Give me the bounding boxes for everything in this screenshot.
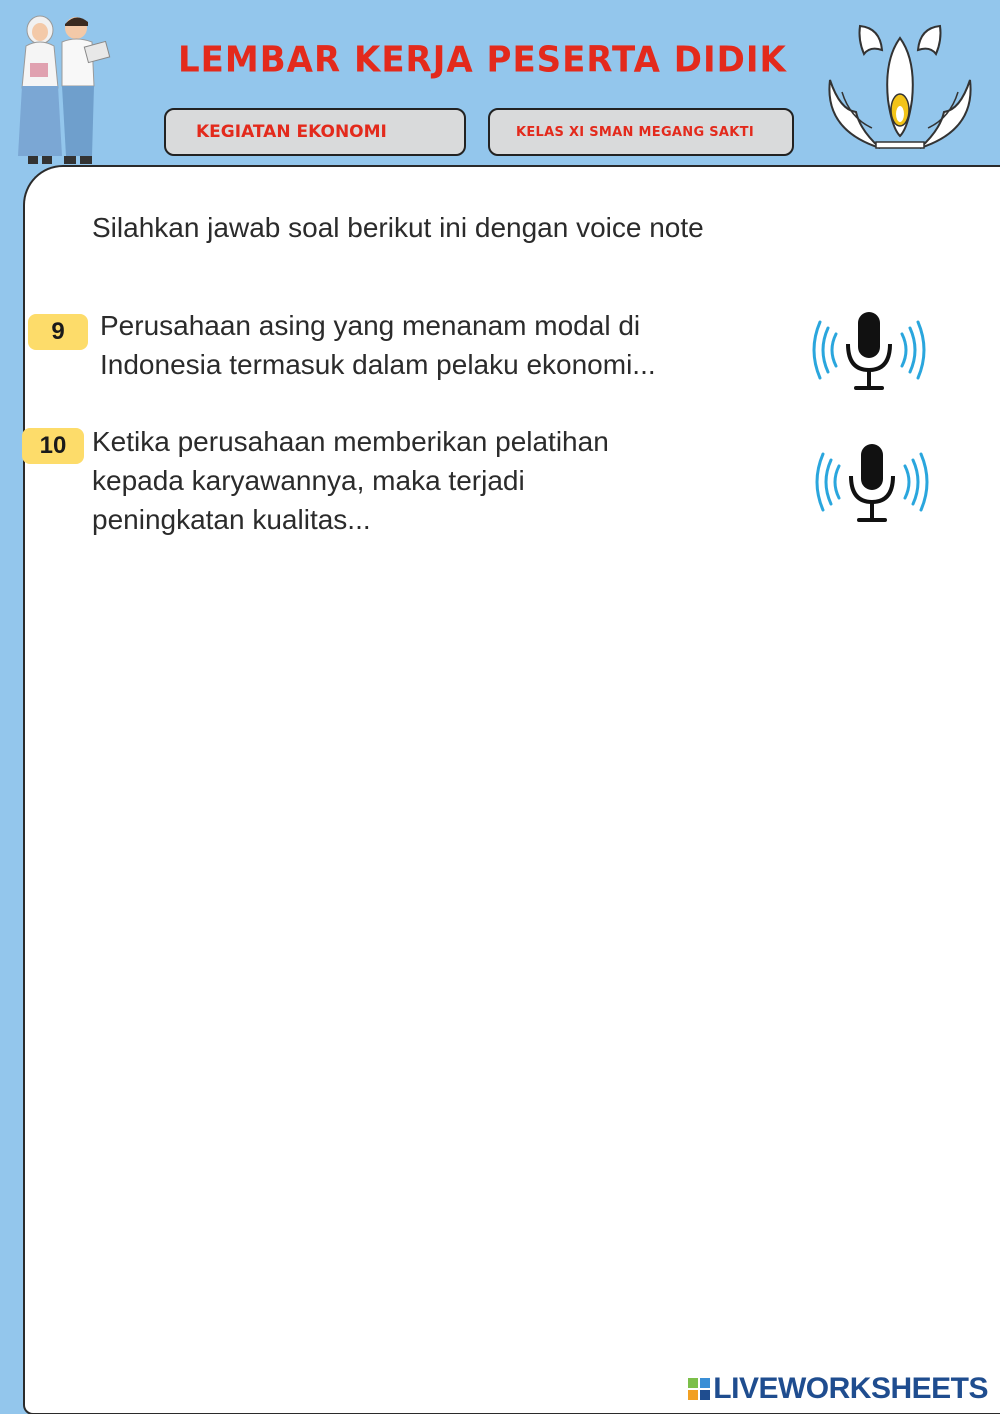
liveworksheets-logo[interactable] [688, 1372, 988, 1406]
question-9-microphone-icon[interactable] [806, 308, 932, 392]
worksheet-title: LEMBAR KERJA PESERTA DIDIK [178, 39, 787, 81]
instruction-text: Silahkan jawab soal berikut ini dengan voice note [92, 212, 704, 243]
question-9-number: 9 [51, 318, 65, 345]
question-9-text [100, 306, 656, 384]
question-10-number: 10 [39, 432, 67, 459]
tut-wuri-handayani-emblem-icon [820, 20, 980, 160]
question-9-line-2: Indonesia termasuk dalam pelaku ekonomi... [100, 349, 656, 380]
liveworksheets-brand-text: LIVEWORKSHEETS [713, 1372, 988, 1405]
question-10-line-3: peningkatan kualitas... [92, 504, 371, 535]
question-10-line-2: kepada karyawannya, maka terjadi [92, 465, 525, 496]
subject-label-box [164, 108, 466, 156]
students-illustration-icon [8, 8, 118, 168]
question-10-line-1: Ketika perusahaan memberikan pelatihan [92, 426, 609, 457]
question-10-number-badge [22, 428, 84, 464]
question-10-text [92, 422, 609, 539]
question-9-line-1: Perusahaan asing yang menanam modal di [100, 310, 641, 341]
subject-label: KEGIATAN EKONOMI [196, 122, 387, 142]
question-10-microphone-icon[interactable] [809, 440, 935, 524]
question-9-number-badge [28, 314, 88, 350]
class-label-box [488, 108, 794, 156]
liveworksheets-logo-icon [688, 1378, 710, 1400]
worksheet-header [0, 0, 1000, 170]
class-label: KELAS XI SMAN MEGANG SAKTI [516, 124, 754, 140]
